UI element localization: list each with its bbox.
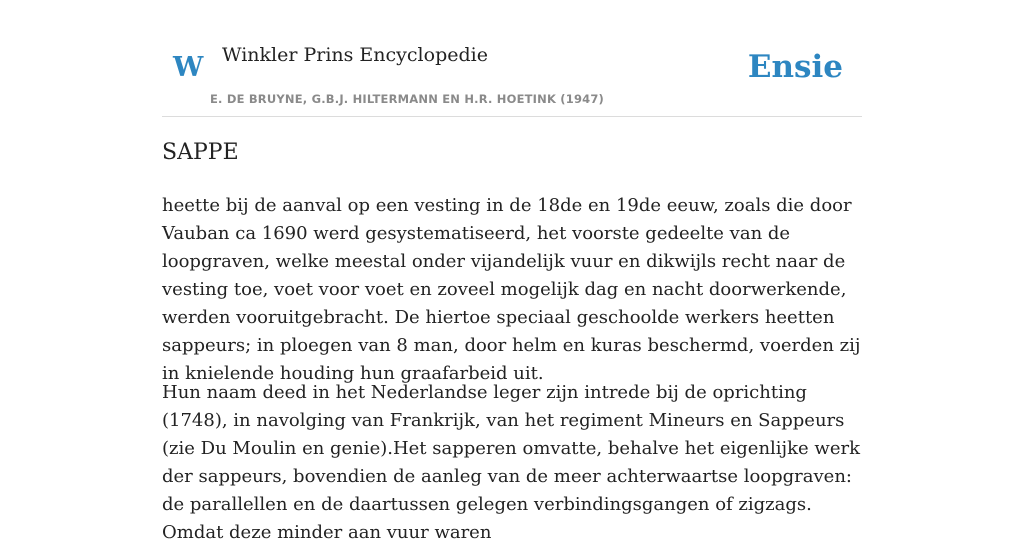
page [162, 0, 862, 543]
ensie-logo-link[interactable]: Ensie [747, 49, 843, 85]
header [162, 0, 862, 117]
article-paragraph-1: heette bij de aanval op een vesting in de 18de en 19de eeuw, zoals die door Vauban ca 1690 werd gesystematiseerd, het voorste gedeelte van de loopgraven, welke meestal onder vijandelijk vuur en dikwijls recht naar de vesting toe, voet voor voet en zoveel mogelijk dag en nacht doorwerkende, werden vooruitgebracht. De hiertoe speciaal geschoolde werkers heetten sappeurs; in ploegen van 8 man, door helm en kuras beschermd, voerden zij in knielende houding hun graafarbeid uit. [162, 195, 861, 384]
source-title[interactable]: Winkler Prins Encyclopedie [222, 44, 488, 66]
article-paragraph-2: Hun naam deed in het Nederlandse leger zijn intrede bij de oprichting (1748), in navolging van Frankrijk, van het regiment Mineurs en Sappeurs (zie Du Moulin en genie).Het sapperen omvatte, behalve het eigenlijke werk der sappeurs, bovendien de aanleg van de meer achterwaartse loopgraven: de parallellen en de daartussen gelegen verbindingsgangen of zigzags. Omdat deze minder aan vuur waren [162, 382, 860, 543]
source-authors: E. DE BRUYNE, G.B.J. HILTERMANN EN H.R. HOETINK (1947) [210, 92, 605, 106]
article-title: SAPPE [162, 140, 239, 165]
winkler-prins-logo[interactable]: W [173, 52, 204, 83]
